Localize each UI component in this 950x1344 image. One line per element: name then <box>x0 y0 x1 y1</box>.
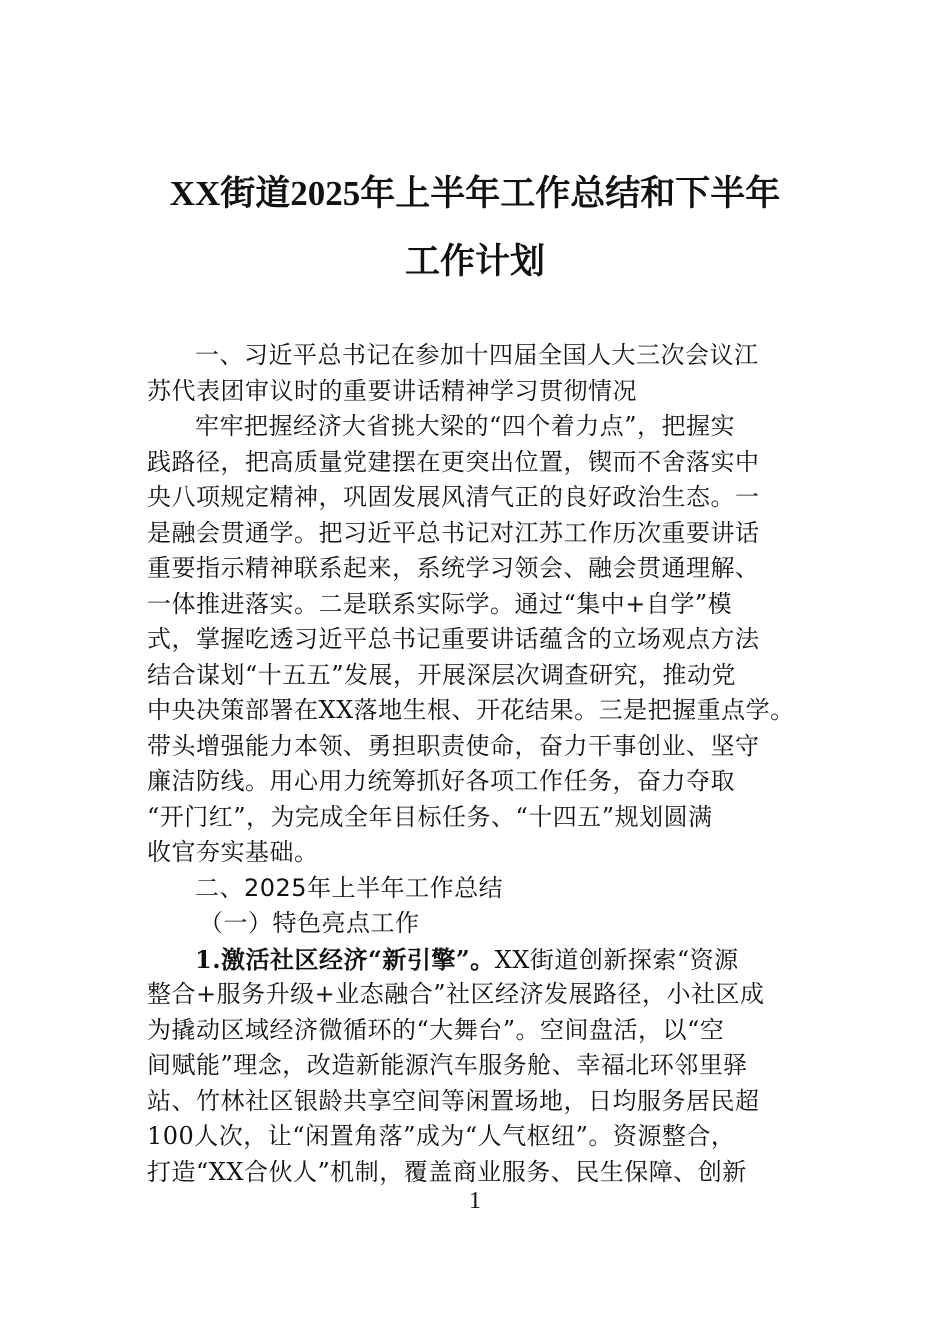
paragraph-line: 践路径，把高质量党建摆在更突出位置，锲而不舍落实中 <box>147 447 760 476</box>
paragraph-line: 带头增强能力本领、勇担职责使命，奋力干事创业、坚守 <box>147 731 760 760</box>
item-1-first-line <box>147 942 807 978</box>
section-2-heading: 二、2025年上半年工作总结 <box>195 873 504 902</box>
paragraph-line: 重要指示精神联系起来，系统学习领会、融会贯通理解、 <box>147 554 760 582</box>
section-2-subheading: （一）特色亮点工作 <box>199 909 420 937</box>
paragraph-line: 一体推进落实。二是联系实际学。通过“集中+自学”模 <box>147 589 733 618</box>
paragraph-line: 收官夯实基础。 <box>147 838 319 866</box>
item-1-title: 1.激活社区经济“新引擎”。 <box>195 944 495 974</box>
paragraph-line: “开门红”，为完成全年目标任务、“十四五”规划圆满 <box>147 802 713 831</box>
section-1-heading-line-1: 一、习近平总书记在参加十四届全国人大三次会议江 <box>195 341 759 369</box>
paragraph-line: 100人次，让“闲置角落”成为“人气枢纽”。资源整合， <box>147 1122 736 1150</box>
paragraph-line: 是融会贯通学。把习近平总书记对江苏工作历次重要讲话 <box>147 518 760 547</box>
item-1-first-line-text: XX街道创新探索“资源 <box>494 945 739 974</box>
paragraph-line: 央八项规定精神，巩固发展风清气正的良好政治生态。一 <box>147 483 760 511</box>
paragraph-line: 式，掌握吃透习近平总书记重要讲话蕴含的立场观点方法 <box>147 625 760 653</box>
paragraph-line: 打造“XX合伙人”机制，覆盖商业服务、民生保障、创新 <box>147 1157 747 1186</box>
paragraph-line: 中央决策部署在XX落地生根、开花结果。三是把握重点学。 <box>147 696 795 724</box>
document-title-line-2: 工作计划 <box>404 242 545 281</box>
paragraph-line: 为撬动区域经济微循环的“大舞台”。空间盘活，以“空 <box>147 1015 725 1044</box>
paragraph-line: 牢牢把握经济大省挑大梁的“四个着力点”，把握实 <box>195 412 736 440</box>
paragraph-line: 廉洁防线。用心用力统筹抓好各项工作任务，奋力夺取 <box>147 767 735 795</box>
page-number: 1 <box>469 1188 481 1214</box>
paragraph-line: 整合+服务升级+业态融合”社区经济发展路径，小社区成 <box>147 980 765 1008</box>
section-1-heading-line-2: 苏代表团审议时的重要讲话精神学习贯彻情况 <box>147 376 637 405</box>
paragraph-line: 站、竹林社区银龄共享空间等闲置场地，日均服务居民超 <box>147 1086 760 1115</box>
paragraph-line: 间赋能”理念，改造新能源汽车服务舱、幸福北环邻里驿 <box>147 1051 748 1079</box>
paragraph-line: 结合谋划“十五五”发展，开展深层次调查研究，推动党 <box>147 660 737 689</box>
document-title-line-1: XX街道2025年上半年工作总结和下半年 <box>169 174 781 213</box>
document-body <box>147 338 807 1190</box>
